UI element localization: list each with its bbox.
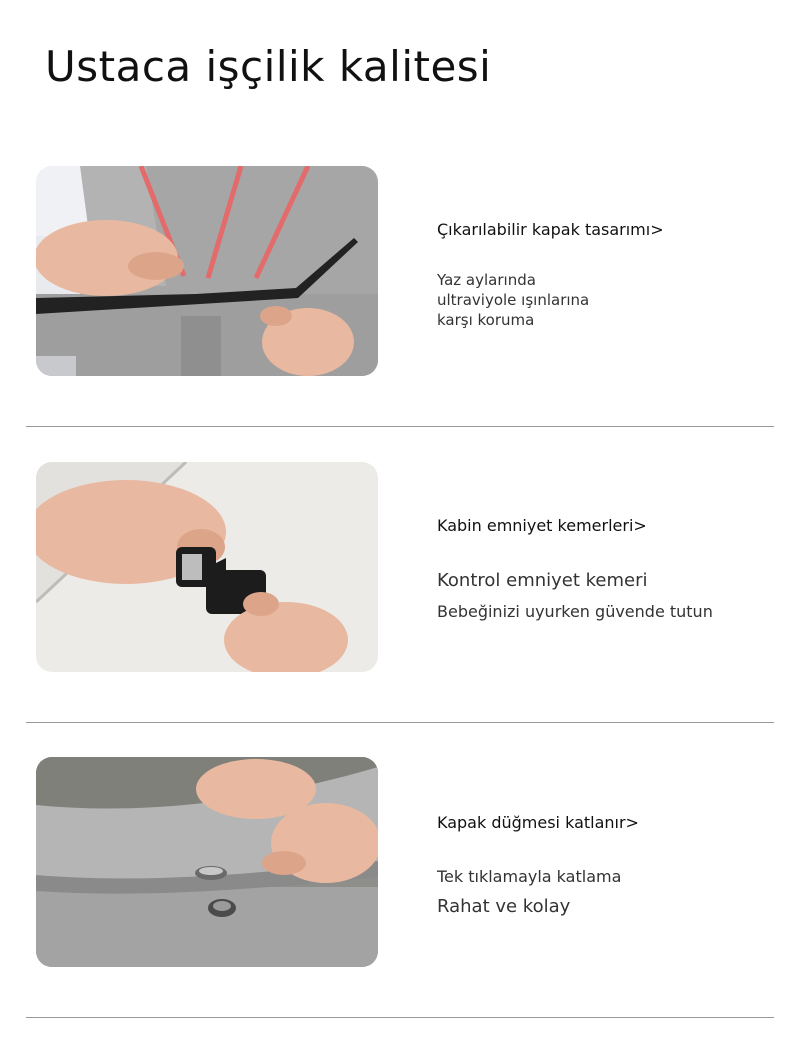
feature-desc-line: Yaz aylarında [437, 271, 536, 289]
feature-desc-line: Tek tıklamayla katlama [437, 867, 622, 886]
section-divider [26, 1017, 774, 1018]
buckle-photo [36, 462, 378, 672]
feature-title-removable-cover: Çıkarılabilir kapak tasarımı> [437, 220, 664, 239]
section-divider [26, 426, 774, 427]
section-divider [26, 722, 774, 723]
feature-title-cover-button: Kapak düğmesi katlanır> [437, 813, 639, 832]
feature-section-cover-button [0, 757, 800, 967]
feature-title-seat-belts: Kabin emniyet kemerleri> [437, 516, 647, 535]
feature-desc-line: ultraviyole ışınlarına [437, 291, 590, 309]
feature-desc-line: Bebeğinizi uyurken güvende tutun [437, 602, 713, 621]
snap-button-photo [36, 757, 378, 967]
page-title: Ustaca işçilik kalitesi [45, 42, 492, 91]
feature-desc-line: Rahat ve kolay [437, 896, 571, 917]
feature-desc-line: Kontrol emniyet kemeri [437, 570, 648, 591]
feature-section-removable-cover [0, 166, 800, 376]
feature-section-seat-belts [0, 462, 800, 672]
zipper-cover-photo [36, 166, 378, 376]
feature-desc-line: karşı koruma [437, 311, 535, 329]
